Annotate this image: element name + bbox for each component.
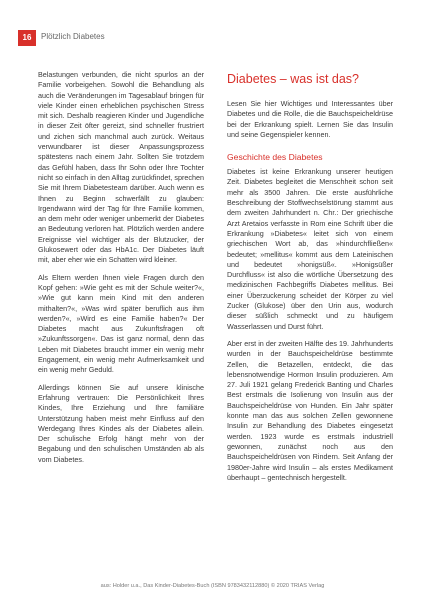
body-paragraph: Als Eltern werden Ihnen viele Fragen durch den Kopf gehen: »Wie geht es mit der Schule weiter?«, »Wie gut kann mein Kind mit den anderen mithalten?«, »Was wird später beruflich aus ihm werden?«, »Wird es eine Familie haben?« Der Diabetes macht aus Zukunftsfragen oft »Zukunftssorgen«. Das ist ganz normal, denn das Leben mit Diabetes braucht immer ein wenig mehr Engagement, ein wenig mehr Aufmerksamkeit und ein wenig mehr Geduld. [38,272,204,375]
page-footer: aus: Holder u.a., Das Kinder-Diabetes-Buch (ISBN 9783432112880) © 2020 TRIAS Verlag [100,583,325,589]
page-number: 16 [18,30,36,46]
left-column [38,70,204,472]
body-paragraph: Belastungen verbunden, die nicht spurlos an der Familie vorbeigehen. Sowohl die Behandlung als auch die Veränderungen im Tagesablauf bringen für viele Kinder einen erheblichen psychischen Stress mit sich. Deshalb reagieren Kinder und Jugendliche in dieser Zeit öfter gereizt, sind schneller frustriert und zichen sich manchmal auch zurück. Weitaus verwundbarer ist dieser Anpassungsprozess spätestens nach einem Jahr. Sollten Sie trotzdem das Gefühl haben, dass Ihr Sohn oder Ihre Tochter nicht so einfach in den Alltag zurückfindet, sprechen Sie mit Ihrem Diabetesteam darüber. Auch wenn es Ihnen zu Beginn schwerfällt zu glauben: Irgendwann wird der Tag für Ihre Familie kommen, an dem mehr oder weniger unbemerkt der Diabetes an Bedeutung verloren hat. Plötzlich werden andere Ereignisse viel wichtiger als der Blutzucker, der Glukosewert oder das HbA1c. Der Diabetes läuft mit, aber eher wie ein Schatten wird kleiner. [38,70,204,265]
subsection-heading: Geschichte des Diabetes [227,152,323,163]
intro-paragraph: Lesen Sie hier Wichtiges und Interessantes über Diabetes und die Rolle, die die Bauchspeicheldrüse bei der Erkrankung spielt. Lernen Sie das Insulin und seine Gegenspieler kennen. [227,99,393,139]
body-paragraph: Allerdings können Sie auf unsere klinische Erfahrung vertrauen: Die Persönlichkeit Ihres Kindes, Ihre Erziehung und Ihre familiäre Unterstützung haben meist mehr Einfluss auf den Werdegang Ihres Kindes als der Diabetes allein. Der schulische Erfolg hängt mehr von der Begabung und den schulischen Umständen ab als vom Diabetes. [38,382,204,464]
body-paragraph: Diabetes ist keine Erkrankung unserer heutigen Zeit. Diabetes begleitet die Menschheit schon seit mehr als 3500 Jahren. Die erste ausführliche Beschreibung der Stoffwechselstörung stammt aus dem zweiten Jahrhundert n. Chr.: Der griechische Arzt Aretaios verfasste in Rom eine Schrift über die Erkrankung »Diabetes« leitet sich von einem griechischen Wort ab, das »hindurchfließen« bedeutet; »mellitus« kommt aus dem Lateinischen und bedeutet »honigsüß«. »Honigsüßer Durchfluss« ist also die wörtliche Übersetzung des medizinischen Fachbegriffs Diabetes mellitus. Bei einer Überzuckerung scheidet der Körper zu viel Zucker (Glukose) über den Urin aus, wodurch dieser süßlich schmeckt und zu häufigem Wasserlassen und Durst führt. [227,167,393,331]
running-title: Plötzlich Diabetes [41,32,105,41]
section-heading: Diabetes – was ist das? [227,72,360,86]
right-column [227,70,393,490]
body-paragraph: Aber erst in der zweiten Hälfte des 19. Jahrhunderts wurden in der Bauchspeicheldrüse bestimmte Zellen, die Betazellen, entdeckt, die das lebensnotwendige Hormon Insulin produzieren. Am 27. Juli 1921 gelang Frederick Banting und Charles Best erstmals die Isolierung von Insulin aus der Bauchspeicheldrüse von Hunden. Ein Jahr später konnte man das aus solchen Zellen gewonnene Insulin zur Behandlung des Diabetes eingesetzt werden. 1923 wurde es erstmals industriell gewonnen, zunächst noch aus den Bauchspeicheldrüsen von Rindern. Seit Anfang der 1980er-Jahre wird Insulin – als erstes Medikament überhaupt – gentechnisch hergestellt. [227,338,393,482]
